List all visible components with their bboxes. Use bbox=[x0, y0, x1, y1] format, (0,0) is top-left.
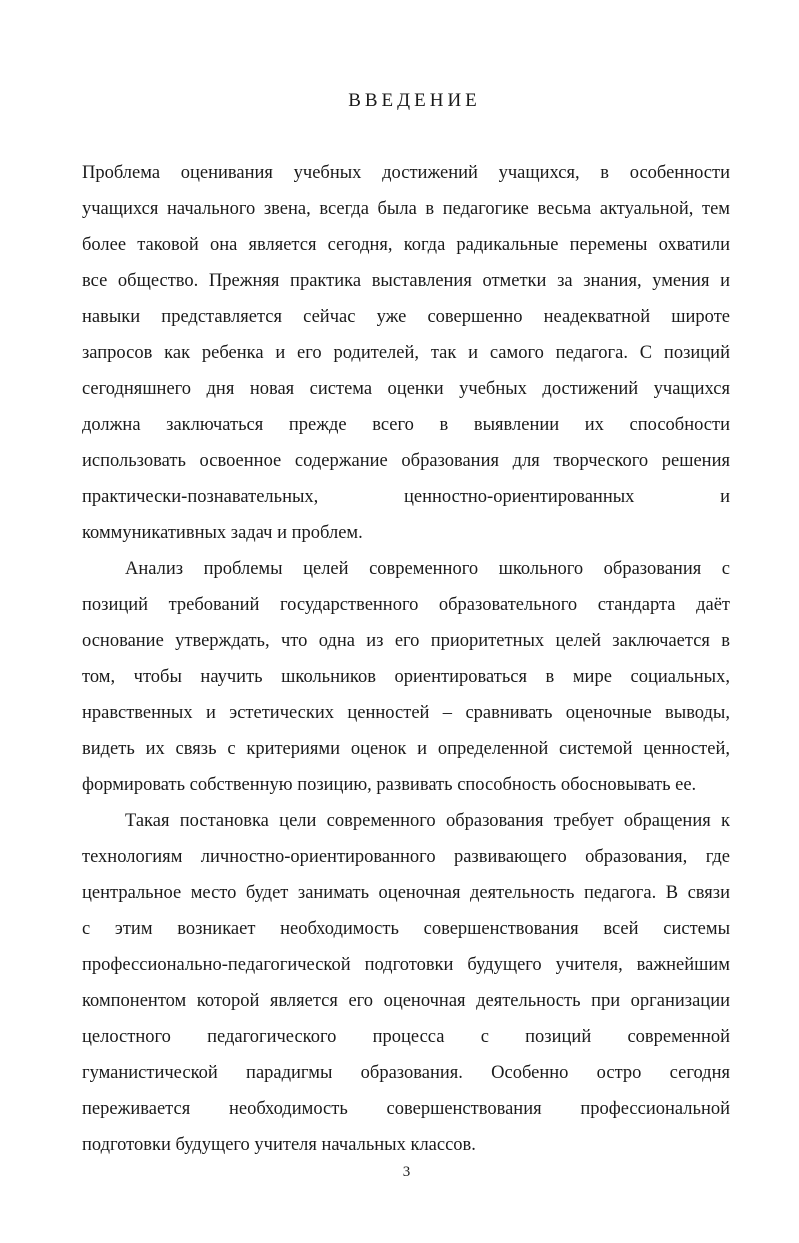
text-line: Анализ проблемы целей современного школьного образования с bbox=[125, 559, 730, 579]
text-line: центральное место будет занимать оценочная деятельность педагога. В связи bbox=[82, 883, 730, 903]
text-line: переживается необходимость совершенствования профессиональной bbox=[82, 1099, 730, 1119]
text-line: подготовки будущего учителя начальных классов. bbox=[82, 1135, 476, 1155]
text-line: навыки представляется сейчас уже совершенно неадекватной широте bbox=[82, 307, 730, 327]
text-line: нравственных и эстетических ценностей – сравнивать оценочные выводы, bbox=[82, 703, 730, 723]
text-line: видеть их связь с критериями оценок и определенной системой ценностей, bbox=[82, 739, 730, 759]
text-line: должна заключаться прежде всего в выявлении их способности bbox=[82, 415, 730, 435]
page-title: ВВЕДЕНИЕ bbox=[348, 90, 481, 111]
text-line: гуманистической парадигмы образования. Особенно остро сегодня bbox=[82, 1063, 730, 1083]
text-line: сегодняшнего дня новая система оценки учебных достижений учащихся bbox=[82, 379, 730, 399]
text-line: учащихся начального звена, всегда была в педагогике весьма актуальной, тем bbox=[82, 199, 730, 219]
text-line: Такая постановка цели современного образования требует обращения к bbox=[125, 811, 730, 831]
text-line: позиций требований государственного образовательного стандарта даёт bbox=[82, 595, 730, 615]
text-line: целостного педагогического процесса с позиций современной bbox=[82, 1027, 730, 1047]
text-line: основание утверждать, что одна из его приоритетных целей заключается в bbox=[82, 631, 730, 651]
text-line: запросов как ребенка и его родителей, так и самого педагога. С позиций bbox=[82, 343, 730, 363]
text-line: более таковой она является сегодня, когда радикальные перемены охватили bbox=[82, 235, 730, 255]
page-number: 3 bbox=[402, 1164, 411, 1180]
text-line: формировать собственную позицию, развивать способность обосновывать ее. bbox=[82, 775, 697, 795]
text-line: технологиям личностно-ориентированного развивающего образования, где bbox=[82, 847, 730, 867]
text-line: профессионально-педагогической подготовки будущего учителя, важнейшим bbox=[82, 955, 730, 975]
text-line: коммуникативных задач и проблем. bbox=[82, 523, 363, 543]
text-line: с этим возникает необходимость совершенствования всей системы bbox=[82, 919, 730, 939]
text-line: все общество. Прежняя практика выставления отметки за знания, умения и bbox=[82, 271, 730, 291]
text-line: компонентом которой является его оценочная деятельность при организации bbox=[82, 991, 730, 1011]
text-line: том, чтобы научить школьников ориентироваться в мире социальных, bbox=[82, 667, 730, 687]
text-line: использовать освоенное содержание образования для творческого решения bbox=[82, 451, 730, 471]
text-line: Проблема оценивания учебных достижений учащихся, в особенности bbox=[82, 163, 730, 183]
text-line: практически-познавательных, ценностно-ориентированных и bbox=[82, 487, 730, 507]
